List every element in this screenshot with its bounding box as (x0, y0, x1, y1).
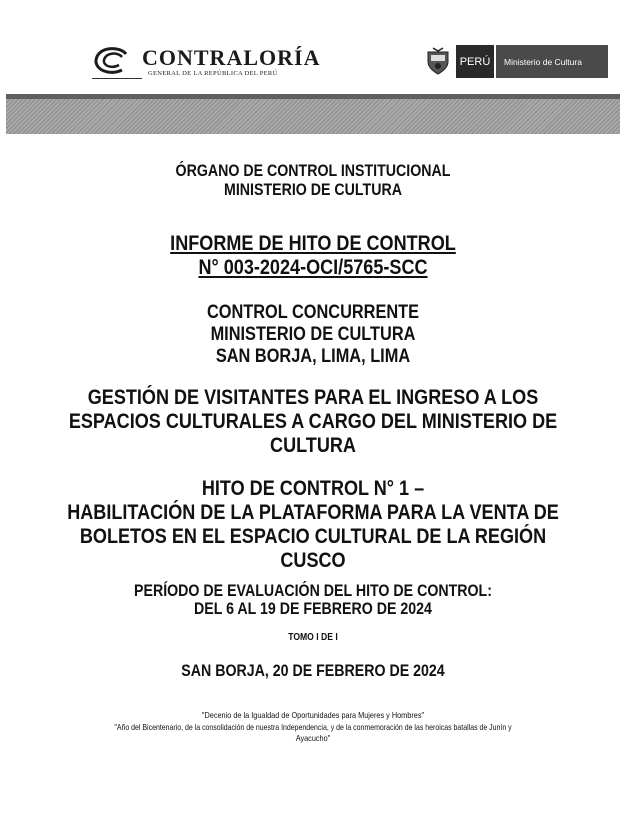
ministry-label: Ministerio de Cultura (496, 45, 608, 78)
hito-line-2: HABILITACIÓN DE LA PLATAFORMA PARA LA VENTA DE (67, 501, 559, 524)
place-date: SAN BORJA, 20 DE FEBRERO DE 2024 (181, 662, 445, 680)
header-band (6, 94, 620, 134)
hito-line-4: CUSCO (280, 549, 346, 572)
contraloria-logo-icon (92, 46, 134, 76)
org-line-2: MINISTERIO DE CULTURA (224, 181, 402, 199)
report-number: N° 003-2024-OCI/5765-SCC (198, 256, 428, 279)
period-line-2: DEL 6 AL 19 DE FEBRERO DE 2024 (194, 600, 432, 618)
subject-line-3: CULTURA (270, 434, 356, 457)
report-title: INFORME DE HITO DE CONTROL (170, 232, 456, 255)
footer-line-2: "Año del Bicentenario, de la consolidación de nuestra Independencia, y de la conmemoración de las heroicas batallas de Junín y (114, 722, 512, 732)
subject-line-1: GESTIÓN DE VISITANTES PARA EL INGRESO A LOS (87, 386, 539, 409)
logo-subtitle: GENERAL DE LA REPÚBLICA DEL PERÚ (148, 70, 278, 77)
control-line-1: CONTROL CONCURRENTE (206, 302, 420, 323)
subject-line-2: ESPACIOS CULTURALES A CARGO DEL MINISTERIO DE (68, 410, 558, 433)
footer-line-1: "Decenio de la Igualdad de Oportunidades para Mujeres y Hombres" (201, 710, 425, 720)
coat-of-arms-icon (425, 46, 451, 76)
header-band-edge (6, 94, 620, 99)
org-line-1: ÓRGANO DE CONTROL INSTITUCIONAL (175, 162, 451, 180)
footer-line-3: Ayacucho" (295, 733, 331, 743)
peru-label: PERÚ (456, 45, 494, 78)
period-line-1: PERÍODO DE EVALUACIÓN DEL HITO DE CONTROL: (134, 582, 492, 600)
hito-line-3: BOLETOS EN EL ESPACIO CULTURAL DE LA REGIÓN (79, 525, 547, 548)
hito-line-1: HITO DE CONTROL N° 1 – (201, 477, 425, 500)
logo-underline (92, 78, 142, 79)
logo-title: CONTRALORÍA (142, 45, 321, 70)
control-line-3: SAN BORJA, LIMA, LIMA (215, 346, 411, 367)
tomo-label: TOMO I DE I (288, 632, 338, 643)
control-line-2: MINISTERIO DE CULTURA (210, 324, 416, 345)
